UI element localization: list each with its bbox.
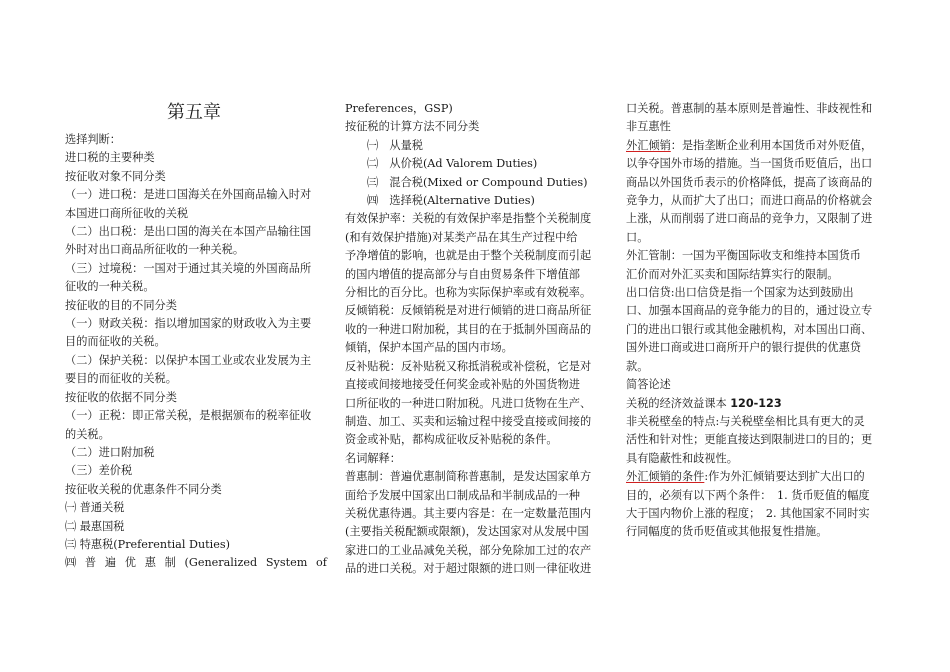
text-line: 的国内增值的提高部分与自由贸易条件下增值部: [345, 267, 580, 281]
text-line: 分相比的百分比。也称为实际保护率或有效税率。: [345, 286, 592, 300]
text-span: System: [265, 556, 308, 570]
text-line: 关税优惠待遇。其主要内容是：在一定数量范围内: [345, 506, 592, 520]
text-line: 简答论述: [626, 378, 671, 392]
text-line: 以争夺国外市场的措施。当一国货币贬值后，出口: [626, 157, 873, 171]
text-line: 直接或间接地接受任何奖金或补贴的外国货物进: [345, 378, 580, 392]
column-1: [65, 131, 327, 573]
text-line: （三）差价税: [65, 464, 133, 478]
text-line: 倾销，保护本国产品的国内市场。: [345, 341, 513, 355]
text-line: ㈡ 从价税(Ad Valorem Duties): [367, 157, 538, 171]
text-span: :作为外汇倾销要达到扩大出口的: [704, 470, 865, 484]
text-line: 按征收的依据不同分类: [65, 390, 177, 404]
text-line: 非互惠性: [626, 120, 671, 134]
text-line: 收的一种进口附加税，其目的在于抵制外国商品的: [345, 322, 592, 336]
text-line: (主要指关税配额或限额)，发达国家对从发展中国: [345, 525, 589, 539]
text-line: ㈢ 混合税(Mixed or Compound Duties): [367, 175, 588, 189]
text-line: 有效保护率：关税的有效保护率是指整个关税制度: [345, 212, 592, 226]
textbook-reference: [626, 395, 888, 413]
text-line: 按征收对象不同分类: [65, 169, 166, 183]
text-line: （二）出口税：是出口国的海关在本国产品输往国: [65, 225, 312, 239]
text-span: ：是指垄断企业利用本国货币对外贬值，: [670, 138, 873, 152]
text-line: ㈢ 特惠税(Preferential Duties): [65, 537, 230, 551]
text-line: 制造、加工、买卖和运输过程中接受直接或间接的: [345, 414, 592, 428]
column-3: [626, 100, 888, 542]
text-line: 口、加强本国商品的竞争能力的目的，通过设立专: [626, 304, 873, 318]
text-line: 目的而征收的关税。: [65, 335, 166, 349]
text-span: 普: [84, 556, 97, 570]
text-span: 惠: [144, 556, 156, 570]
text-line: 口。: [626, 230, 649, 244]
text-line: 普惠制：普遍优惠制简称普惠制，是发达国家单方: [345, 470, 592, 484]
text-line: 非关税壁垒的特点:与关税壁垒相比具有更大的灵: [626, 414, 865, 428]
text-line: 行同幅度的货币贬值或其他报复性措施。: [626, 525, 828, 539]
text-line: ㈠ 从量税: [367, 138, 423, 152]
text-line: 按征收的目的不同分类: [65, 298, 177, 312]
text-line: 外汇管制：一国为平衡国际收支和维持本国货币: [626, 249, 861, 263]
text-line: 选择判断：: [65, 133, 121, 146]
text-line: （一）财政关税：指以增加国家的财政收入为主要: [65, 317, 312, 331]
text-span: 外汇倾销的条件: [626, 470, 705, 484]
text-line: （二）保护关税：以保护本国工业或农业发展为主: [65, 353, 312, 367]
text-line: ㈠ 普通关税: [65, 501, 125, 515]
text-span: 关税的经济效益课本: [626, 396, 731, 410]
text-line: 具有隐蔽性和歧视性。: [626, 451, 738, 465]
text-line: （一）正税：即正常关税，是根据颁布的税率征收: [65, 409, 312, 423]
text-line: 反补贴税：反补贴税又称抵消税或补偿税，它是对: [345, 359, 592, 373]
text-line-justified: [65, 554, 327, 572]
text-line: 口所征收的一种进口附加税。凡进口货物在生产、: [345, 396, 592, 410]
text-span: (Generalized: [184, 556, 258, 570]
text-line: 要目的而征收的关税。: [65, 372, 177, 386]
text-line: 汇价而对外汇买卖和国际结算实行的限制。: [626, 267, 839, 281]
text-line: 予净增值的影响，也就是由于整个关税制度而引起: [345, 249, 592, 263]
text-span: 120-123: [730, 396, 782, 410]
text-line: （三）过境税：一国对于通过其关境的外国商品所: [65, 261, 312, 275]
text-span: 制: [164, 556, 176, 570]
chapter-title: 第五章: [167, 102, 221, 123]
text-line: 商品以外国货币表示的价格降低，提高了该商品的: [626, 175, 873, 189]
text-line: 按征税的计算方法不同分类: [345, 120, 480, 134]
text-line: 反倾销税：反倾销税是对进行倾销的进口商品所征: [345, 304, 592, 318]
text-line: 国外进口商或进口商所开户的银行提供的优惠贷: [626, 341, 861, 355]
text-line: 面给予发展中国家出口制成品和半制成品的一种: [345, 488, 580, 502]
text-line: 进口税的主要种类: [65, 151, 155, 165]
text-line: 家进口的工业品减免关税，部分免除加工过的农产: [345, 543, 592, 557]
text-line: 本国进口商所征收的关税: [65, 206, 189, 220]
text-line: ㈣ 选择税(Alternative Duties): [367, 194, 535, 208]
dumping-conditions: [626, 468, 888, 486]
text-line: 口关税。普惠制的基本原则是普遍性、非歧视性和: [626, 102, 873, 115]
dumping-definition: [626, 137, 888, 155]
text-line: （一）进口税：是进口国海关在外国商品输入时对: [65, 188, 312, 202]
text-span: 优: [124, 556, 136, 570]
text-line: Preferences，GSP): [345, 102, 453, 115]
text-line: 活性和针对性；更能直接达到限制进口的目的；更: [626, 433, 873, 447]
text-line: 按征收关税的优惠条件不同分类: [65, 482, 222, 496]
text-line: 资金或补贴，都构成征收反补贴税的条件。: [345, 433, 558, 447]
text-line: 出口信贷:出口信贷是指一个国家为达到鼓励出: [626, 286, 854, 300]
text-line: 目的，必须有以下两个条件： 1. 货币贬值的幅度: [626, 488, 870, 502]
text-line: 门的进出口银行或其他金融机构，对本国出口商、: [626, 322, 873, 336]
text-line: 征收的一种关税。: [65, 280, 155, 294]
text-line: (和有效保护措施)对某类产品在其生产过程中给: [345, 230, 578, 244]
text-line: 的关税。: [65, 427, 110, 441]
text-span: ㈣: [65, 556, 77, 570]
text-line: 款。: [626, 359, 649, 373]
text-span: 外汇倾销: [626, 138, 671, 152]
text-span: 遍: [104, 556, 117, 570]
text-line: 竞争力，从而扩大了出口；而进口商品的价格就会: [626, 194, 873, 208]
text-line: 大于国内物价上涨的程度； 2. 其他国家不同时实: [626, 506, 870, 520]
text-line: （二）进口附加税: [65, 445, 155, 459]
column-2: [345, 100, 607, 579]
text-line: 外时对出口商品所征收的一种关税。: [65, 243, 245, 257]
text-span: of: [316, 556, 327, 570]
text-line: ㈡ 最惠国税: [65, 519, 125, 533]
text-line: 上涨，从而削弱了进口商品的竞争力，又限制了进: [626, 212, 873, 226]
text-line: 名词解释：: [345, 451, 401, 465]
text-line: 品的进口关税。对于超过限额的进口则一律征收进: [345, 562, 592, 576]
